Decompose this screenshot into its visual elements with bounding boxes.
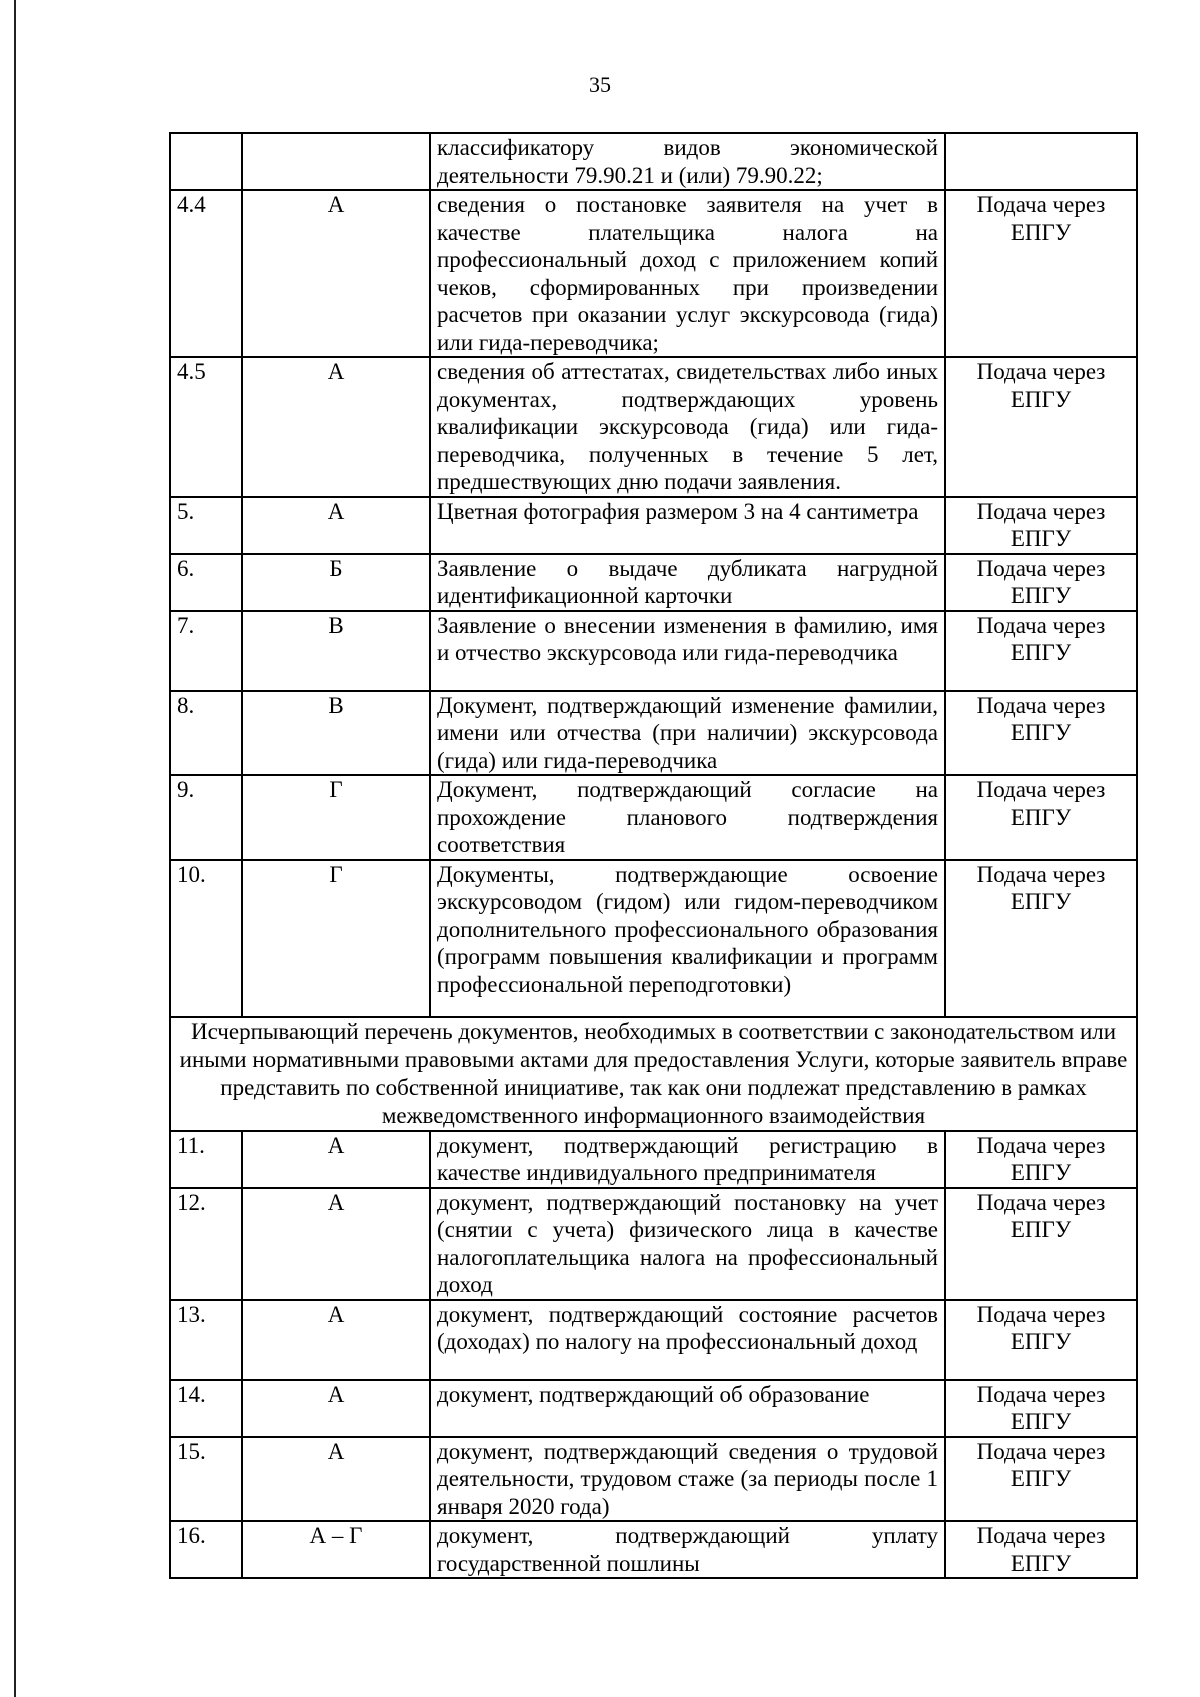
row-submission-method	[945, 860, 1137, 1017]
row-submission-method	[945, 1380, 1137, 1437]
row-submission-method	[945, 1521, 1137, 1578]
documents-table	[169, 132, 1138, 1579]
row-submission-method	[945, 1188, 1137, 1300]
submission-method-line2: ЕПГУ	[1010, 219, 1072, 245]
submission-method-line1: Подача через	[976, 1438, 1106, 1464]
row-description: документ, подтверждающий постановку на учет (снятии с учета) физического лица в качестве налогоплательщика налога на профессиональный доход	[430, 1188, 945, 1300]
row-number: 6.	[170, 554, 242, 611]
row-code: А	[242, 497, 430, 554]
table-row	[170, 1380, 1137, 1437]
row-code: А	[242, 190, 430, 357]
scan-left-edge	[14, 0, 16, 1697]
row-code: В	[242, 691, 430, 776]
table-row	[170, 1437, 1137, 1522]
submission-method-line1: Подача через	[976, 1381, 1106, 1407]
table-row	[170, 860, 1137, 1017]
submission-method-line2: ЕПГУ	[1010, 1329, 1072, 1354]
documents-table-body-part1	[170, 133, 1137, 1017]
table-row	[170, 554, 1137, 611]
row-code: А	[242, 1188, 430, 1300]
row-submission-method	[945, 133, 1137, 190]
row-description: документ, подтверждающий уплату государственной пошлины	[430, 1521, 945, 1578]
row-description: сведения об аттестатах, свидетельствах либо иных документах, подтверждающих уровень квалификации экскурсовода (гида) или гида-переводчика, полученных в течение 5 лет, предшествующих дню подачи заявления.	[430, 357, 945, 497]
submission-method-line2: ЕПГУ	[1010, 1466, 1072, 1491]
row-number: 10.	[170, 860, 242, 1017]
row-code: Г	[242, 860, 430, 1017]
row-number: 15.	[170, 1437, 242, 1522]
table-row	[170, 1521, 1137, 1578]
row-description: Заявление о внесении изменения в фамилию, имя и отчество экскурсовода или гида-переводчика	[430, 611, 945, 691]
row-submission-method	[945, 691, 1137, 776]
row-number: 5.	[170, 497, 242, 554]
table-row	[170, 357, 1137, 497]
submission-method-line1: Подача через	[976, 1189, 1106, 1215]
section-header-row	[170, 1017, 1137, 1131]
row-number: 12.	[170, 1188, 242, 1300]
submission-method-line1: Подача через	[976, 1301, 1106, 1327]
submission-method-line1: Подача через	[976, 692, 1106, 718]
row-number: 13.	[170, 1300, 242, 1380]
row-number: 4.4	[170, 190, 242, 357]
row-number: 4.5	[170, 357, 242, 497]
row-description: документ, подтверждающий состояние расчетов (доходах) по налогу на профессиональный доход	[430, 1300, 945, 1380]
table-row	[170, 611, 1137, 691]
table-row	[170, 497, 1137, 554]
row-number: 8.	[170, 691, 242, 776]
row-number: 9.	[170, 775, 242, 860]
row-submission-method	[945, 611, 1137, 691]
section-header-cell: Исчерпывающий перечень документов, необходимых в соответствии с законодательством или иными нормативными правовыми актами для предоставления Услуги, которые заявитель вправе представить по собственной инициативе, так как они подлежат представлению в рамках межведомственного информационного взаимодействия	[170, 1017, 1137, 1131]
row-submission-method	[945, 554, 1137, 611]
row-submission-method	[945, 190, 1137, 357]
row-description: классификатору видов экономической деятельности 79.90.21 и (или) 79.90.22;	[430, 133, 945, 190]
submission-method-line1: Подача через	[976, 498, 1106, 524]
row-number: 7.	[170, 611, 242, 691]
submission-method-line2: ЕПГУ	[1010, 1217, 1072, 1242]
row-number: 16.	[170, 1521, 242, 1578]
row-submission-method	[945, 1131, 1137, 1188]
submission-method-line2: ЕПГУ	[1010, 1550, 1072, 1576]
submission-method-line1: Подача через	[976, 1132, 1106, 1158]
row-description: Документы, подтверждающие освоение экскурсоводом (гидом) или гидом-переводчиком дополнительного профессионального образования (программ повышения квалификации и программ профессиональной переподготовки)	[430, 860, 945, 1017]
row-description: Документ, подтверждающий изменение фамилии, имени или отчества (при наличии) экскурсовода (гида) или гида-переводчика	[430, 691, 945, 776]
row-code: А	[242, 1300, 430, 1380]
row-code: В	[242, 611, 430, 691]
row-submission-method	[945, 775, 1137, 860]
row-description: Заявление о выдаче дубликата нагрудной идентификационной карточки	[430, 554, 945, 611]
table-row	[170, 190, 1137, 357]
row-code: А – Г	[242, 1521, 430, 1578]
row-description: Цветная фотография размером 3 на 4 сантиметра	[430, 497, 945, 554]
row-description: документ, подтверждающий регистрацию в качестве индивидуального предпринимателя	[430, 1131, 945, 1188]
row-submission-method	[945, 1300, 1137, 1380]
documents-table-section	[170, 1017, 1137, 1131]
row-description: документ, подтверждающий об образование	[430, 1380, 945, 1437]
submission-method-line2: ЕПГУ	[1010, 526, 1072, 551]
row-submission-method	[945, 1437, 1137, 1522]
submission-method-line2: ЕПГУ	[1010, 804, 1072, 830]
submission-method-line1: Подача через	[976, 861, 1106, 887]
submission-method-line2: ЕПГУ	[1010, 640, 1072, 665]
row-code	[242, 133, 430, 190]
row-number: 14.	[170, 1380, 242, 1437]
row-code: А	[242, 357, 430, 497]
submission-method-line2: ЕПГУ	[1010, 583, 1072, 608]
row-code: Б	[242, 554, 430, 611]
table-row	[170, 691, 1137, 776]
row-description: сведения о постановке заявителя на учет в качестве плательщика налога на профессиональный доход с приложением копий чеков, сформированных при произведении расчетов при оказании услуг экскурсовода (гида) или гида-переводчика;	[430, 190, 945, 357]
table-row	[170, 1188, 1137, 1300]
submission-method-line1: Подача через	[976, 192, 1106, 217]
submission-method-line2: ЕПГУ	[1010, 720, 1072, 745]
row-code: А	[242, 1131, 430, 1188]
row-code: А	[242, 1437, 430, 1522]
row-submission-method	[945, 497, 1137, 554]
submission-method-line1: Подача через	[976, 777, 1106, 802]
submission-method-line1: Подача через	[976, 612, 1106, 638]
submission-method-line2: ЕПГУ	[1010, 386, 1072, 412]
table-row	[170, 133, 1137, 190]
submission-method-line1: Подача через	[976, 555, 1106, 581]
row-number: 11.	[170, 1131, 242, 1188]
table-row	[170, 1300, 1137, 1380]
page-number: 35	[589, 72, 611, 97]
submission-method-line2: ЕПГУ	[1010, 1160, 1072, 1185]
submission-method-line2: ЕПГУ	[1010, 889, 1072, 914]
table-row	[170, 1131, 1137, 1188]
submission-method-line2: ЕПГУ	[1010, 1409, 1072, 1434]
row-code: А	[242, 1380, 430, 1437]
row-code: Г	[242, 775, 430, 860]
submission-method-line1: Подача через	[976, 359, 1106, 384]
table-row	[170, 775, 1137, 860]
submission-method-line1: Подача через	[976, 1523, 1106, 1548]
row-description: Документ, подтверждающий согласие на прохождение планового подтверждения соответствия	[430, 775, 945, 860]
documents-table-body-part2	[170, 1131, 1137, 1579]
row-number	[170, 133, 242, 190]
row-description: документ, подтверждающий сведения о трудовой деятельности, трудовом стаже (за периоды после 1 января 2020 года)	[430, 1437, 945, 1522]
row-submission-method	[945, 357, 1137, 497]
